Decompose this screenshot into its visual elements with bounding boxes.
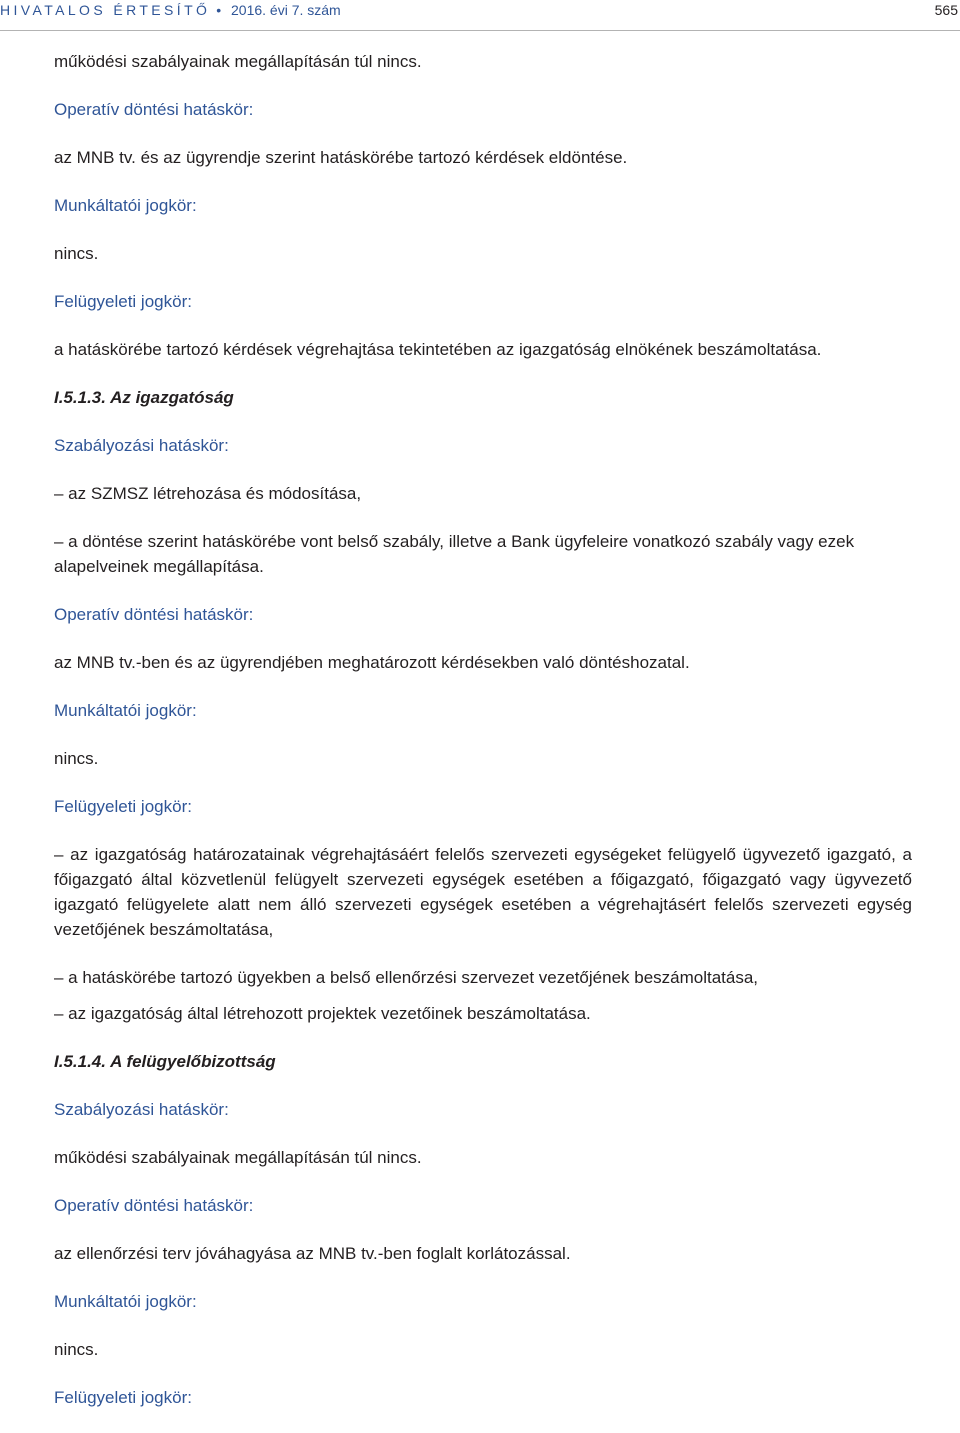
header-publication [0, 2, 341, 18]
paragraph: nincs. [54, 749, 99, 768]
section-label: Operatív döntési hatáskör: [54, 605, 254, 624]
page-header [0, 0, 960, 31]
section-label: Szabályozási hatáskör: [54, 436, 229, 455]
paragraph: működési szabályainak megállapításán túl nincs. [54, 52, 422, 71]
list-item: – az SZMSZ létrehozása és módosítása, [54, 484, 362, 503]
paragraph: az ellenőrzési terv jóváhagyása az MNB tv.-ben foglalt korlátozással. [54, 1244, 571, 1263]
section-label: Felügyeleti jogkör: [54, 1388, 192, 1407]
section-label: Operatív döntési hatáskör: [54, 100, 254, 119]
section-label: Munkáltatói jogkör: [54, 1292, 197, 1311]
document-body [54, 49, 912, 1433]
paragraph: nincs. [54, 244, 99, 263]
list-item: – a döntése szerint hatáskörébe vont belső szabály, illetve a Bank ügyfeleire vonatkozó szabály vagy ezek alapelveinek megállapítása. [54, 532, 855, 576]
list-item: – az igazgatóság határozatainak végrehajtásáért felelős szervezeti egységeket felügyelő ügyvezető igazgató, a főigazgató által közvetlenül felügyelt szervezeti egységek esetében a főigazgató, főigazgató vagy ügyvezető igazgató felügyelete alatt nem álló szervezeti egységek esetében a végrehajtásért felelős szervezeti egység vezetőjének beszámoltatása, [54, 845, 912, 939]
section-label: Operatív döntési hatáskör: [54, 1196, 254, 1215]
publication-title: HIVATALOS ÉRTESÍTŐ [0, 2, 211, 18]
list-item: – az igazgatóság által létrehozott projektek vezetőinek beszámoltatása. [54, 1004, 591, 1023]
section-label: Munkáltatói jogkör: [54, 701, 197, 720]
list-item: – a hatáskörébe tartozó ügyekben a belső ellenőrzési szervezet vezetőjének beszámoltatása, [54, 968, 759, 987]
section-label: Munkáltatói jogkör: [54, 196, 197, 215]
issue-label: 2016. évi 7. szám [231, 2, 341, 18]
section-label: Szabályozási hatáskör: [54, 1100, 229, 1119]
page-number: 565 [934, 2, 958, 18]
paragraph: az MNB tv. és az ügyrendje szerint hatáskörébe tartozó kérdések eldöntése. [54, 148, 628, 167]
section-label: Felügyeleti jogkör: [54, 797, 192, 816]
paragraph: működési szabályainak megállapításán túl nincs. [54, 1148, 422, 1167]
paragraph: a hatáskörébe tartozó kérdések végrehajtása tekintetében az igazgatóság elnökének beszámoltatása. [54, 340, 822, 359]
section-label: Felügyeleti jogkör: [54, 292, 192, 311]
section-heading: I.5.1.4. A felügyelőbizottság [54, 1052, 276, 1071]
paragraph: nincs. [54, 1340, 99, 1359]
paragraph: az MNB tv.-ben és az ügyrendjében meghatározott kérdésekben való döntéshozatal. [54, 653, 690, 672]
section-heading: I.5.1.3. Az igazgatóság [54, 388, 234, 407]
header-separator: • [216, 2, 222, 18]
